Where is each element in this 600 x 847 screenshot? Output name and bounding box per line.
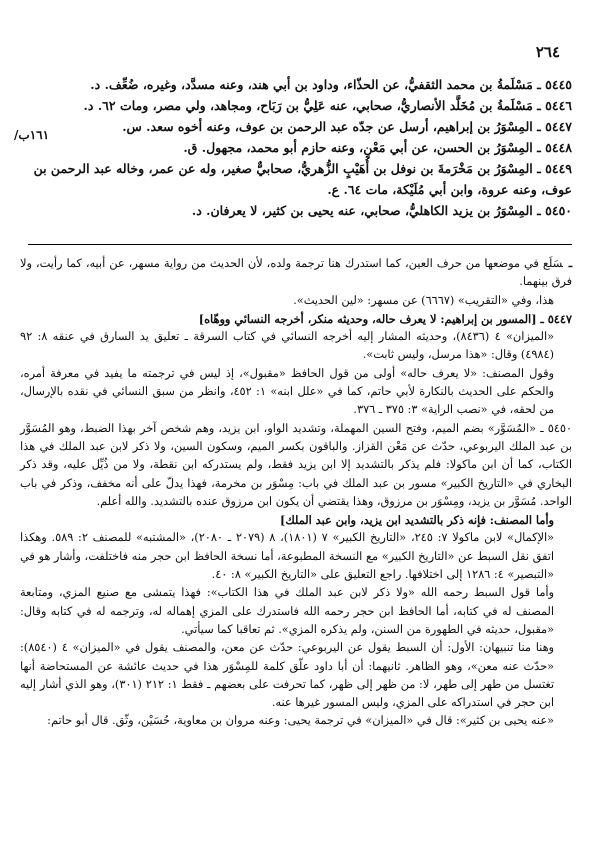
footnote-paragraph: وهنا منا تنبيهان: الأول: أن السبط يقول عن اليربوعي: حدّث عن معن، والمصنف يقول في «الميزان» ٤ (٨٥٤٠): «حدّث عنه معن»، وهو الظاهر. ثانيهما: أن أبا داود علّق كلمة للمِسْوَر هذا في حديث عائشة عن المستحاضة أنها تغتسل من طهر إلى طهر، لا: من ظهر إلى ظهر، كما تحرفت على بعضهم ـ فقط ١: ٢١٢ (٣٠١)، وهو الذي أشار إليه ابن حجر في استدراكه على المزي، وليس المسور غيرها عنه.	[20, 641, 555, 710]
footnote-paragraph: «عنه يحيى بن كثير»: قال في «الميزان» في ترجمة يحيى: وعنه مروان بن معاوية، حُسَيْن، وثّق. قال أبو حاتم:	[47, 714, 554, 728]
page-number: ٢٦٤	[535, 43, 560, 61]
entry-5445: ٥٤٤٥ ـ مَسْلَمةُ بن محمد الثقفيُّ، عن الحذّاء، وداود بن أبي هند، وعنه مسدَّد، وغيره، ضُعِّف. د.	[90, 77, 572, 92]
entry-5449: ٥٤٤٩ ـ المِسْوَرُ بن مَخْرَمةَ بن نوفل بن أُهَيْبٍ الزُّهريُّ، صحابيٌّ صغير، وله عن عمر، وخاله عبد الرحمن بن عوف، وعنه عروة، وابن أبي مُلَيْكة، مات ٦٤. ع.	[33, 161, 572, 197]
footnote-paragraph: وقول المصنف: «لا يعرف حاله» أولى من قول الحافظ «مقبول»، إذ ليس في ترجمته ما يفيد في معرفة أمره، والحكم على الحديث بالنكارة لأبي حاتم، كما في «علل ابنه» ١: ٤٥٢، وانظر من سبق النسائي في نقده بالإرسال، من لحقه، في «نصب الراية» ٣: ٣٧٥ ـ ٣٧٦.	[20, 366, 555, 417]
manuscript-folio-marker: /١٦١ب	[14, 128, 50, 142]
footnote-heading-5450: ٥٤٥٠ ـ «المُسَوَّر» بضم الميم، وفتح السين المهملة، وتشديد الواو، ابن يزيد، وهم شخص آخر بهذا الضبط، وهو المُسَوَّر بن عبد الملك اليربوعي، حدّث عن مَعْن القزاز. والباقون بكسر الميم، وسكون السين، ولا ذكر لابن عبد الملك في هذا الكتاب، كما أن ابن ماكولا: فلم يذكر بالتشديد إلا ابن يزيد فقط، ولم يستدركه ابن نقطة، ولا من ذُيِّل عليه، وقد ذكر البخاري في «التاريخ الكبير» مسور بن عبد الملك في باب: مِسْوَر بن مخرمة، فهذا يدلّ على أنه مخفف، وذكر في باب الواحد. مُسَوَّر بن يزيد، ومِسْوَر بن مرزوق، وهذا يقتضي أن يكون ابن مرزوق عنده بالتشديد. والله أعلم.	[20, 421, 572, 508]
footnote-heading-5447: ٥٤٤٧ ـ [المسور بن إبراهيم: لا يعرف حاله، وحديثه منكر، أخرجه النسائي ووهّاه]	[198, 311, 572, 326]
entry-5447: ٥٤٤٧ ـ المِسْوَرُ بن إبراهيم، أرسل عن جدّه عبد الرحمن بن عوف، وعنه أخوه سعد. س.	[122, 119, 572, 134]
footnote-separator	[28, 244, 572, 245]
footnote-paragraph: هذا، وفي «التقريب» (٦٦٦٧) عن مسهر: «لين الحديث».	[293, 293, 554, 307]
entry-5446: ٥٤٤٦ ـ مَسْلَمةُ بن مُخَلَّد الأنصاريُّ، صحابي، عنه عَلِيُّ بن رَبَاح، ومجاهد، ولي مصر، ومات ٦٢. د.	[83, 98, 572, 113]
footnotes	[20, 254, 572, 731]
entry-5448: ٥٤٤٨ ـ المِسْوَرُ بن الحسن، عن أبي مَعْنٍ، وعنه حازم أبو محمد، مجهول. ق.	[183, 140, 572, 155]
footnote-paragraph: ـسَلَع في موضعها من حرف العين، كما استدرك هنا ترجمة ولده، لأن الحديث من رواية مسهر، عن أبيه، كما رأيت، ولا فرق بينهما.	[20, 256, 572, 289]
entry-5450: ٥٤٥٠ ـ المِسْوَرُ بن يزيد الكاهليُّ، صحابي، عنه يحيى بن كثير، لا يعرفان. د.	[191, 203, 572, 218]
footnote-paragraph: وأما المصنف: فإنه ذكر بالتشديد ابن يزيد، وابن عبد الملك]	[280, 513, 554, 528]
footnote-paragraph: «الإكمال» لابن ماكولا ٧: ٢٤٥، «التاريخ الكبير» ٧ (١٨٠١)، ٨ (٢٠٧٩ ـ ٢٠٨٠)، «المشتبه» للمصنف ٢: ٥٨٩. وهكذا اتفق نقل السبط عن «التاريخ الكبير» مع النسخة المطبوعة، أما نسخة الحافظ ابن حجر منه فاختلفت، وأشار هو في «التبصير» ٤: ١٢٨٦ إلى اختلافها. راجع التعليق على «التاريخ الكبير» ٨: ٤٠.	[20, 531, 555, 582]
footnote-paragraph: «الميزان» ٤ (٨٤٣٦)، وحديثه المشار إليه أخرجه النسائي في كتاب السرقة ـ تعليق يد السارق في عنقه ٨: ٩٢ (٤٩٨٤) وقال: «هذا مرسل، وليس ثابت».	[20, 330, 554, 362]
footnote-paragraph: وأما قول السبط رحمه الله «ولا ذكر لابن عبد الملك في هذا الكتاب»: فهذا يتمشى مع صنيع المزي، ومتابعة المصنف له في كتابه، أما الحافظ ابن حجر رحمه الله فاستدرك على المزي إهماله له، وترجمه له في كتابه وقال: «مقبول، حديثه في الطهورة من السنن، ولم يذكره المزي». ثم تعاقبا كما سيأتي.	[20, 586, 554, 636]
footnote-dash: ـ	[568, 256, 572, 270]
biographical-entries	[24, 74, 572, 221]
